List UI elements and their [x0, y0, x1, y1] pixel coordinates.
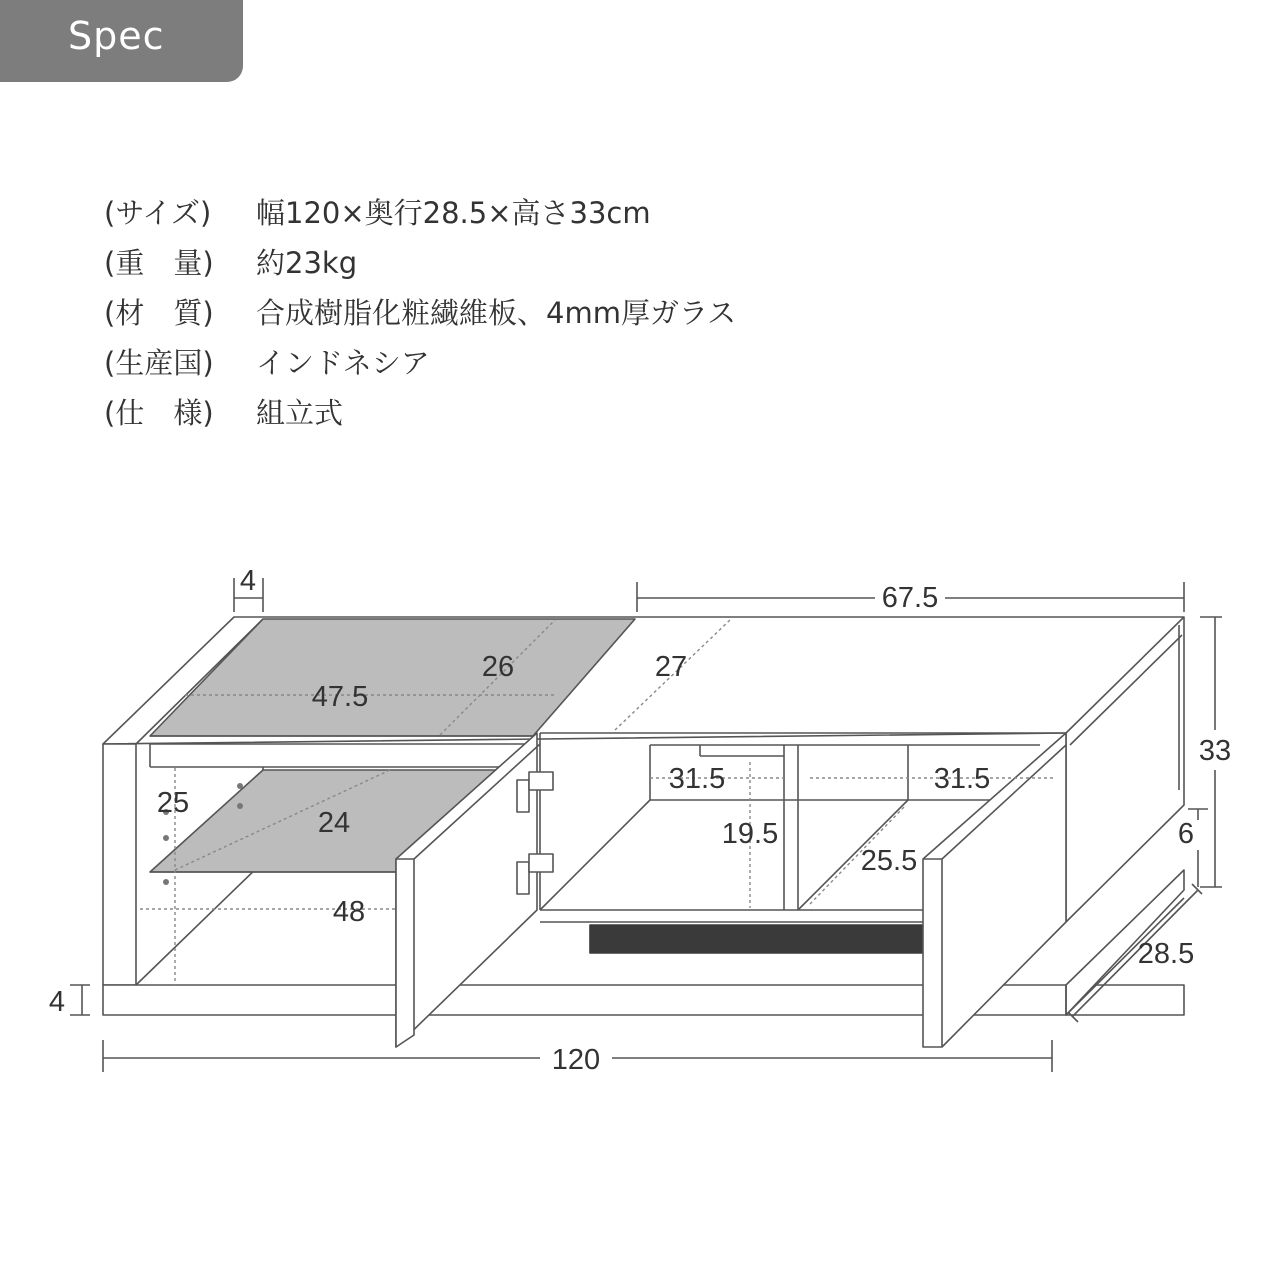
- spec-value: インドネシア: [256, 346, 430, 380]
- dim-inner-width-1: 31.5: [668, 763, 726, 795]
- spec-value: 約23kg: [256, 246, 358, 280]
- dim-inner-width-2: 31.5: [933, 763, 991, 795]
- spec-label: (サイズ): [104, 196, 212, 230]
- dim-inner-depth: 25.5: [860, 845, 918, 877]
- dim-side-panel-thickness: 4: [239, 565, 257, 597]
- spec-label: (仕 様): [104, 396, 214, 430]
- dim-total-depth: 28.5: [1137, 938, 1195, 970]
- spec-label: (材 質): [104, 296, 214, 330]
- dim-total-width: 120: [551, 1044, 601, 1076]
- spec-value: 合成樹脂化粧繊維板、4mm厚ガラス: [256, 296, 737, 330]
- spec-value: 組立式: [256, 396, 344, 430]
- dim-open-width: 48: [332, 896, 366, 928]
- dim-shelf-depth: 24: [317, 807, 351, 839]
- dim-base-height: 4: [48, 986, 66, 1018]
- dim-total-height: 33: [1198, 735, 1232, 767]
- drawer-slot: [590, 925, 922, 953]
- dim-glass-top-width: 47.5: [311, 681, 369, 713]
- dim-top-depth: 27: [654, 651, 688, 683]
- dim-compartment-height: 19.5: [721, 818, 779, 850]
- spec-label: (重 量): [104, 246, 214, 280]
- spec-value: 幅120×奥行28.5×高さ33cm: [256, 196, 651, 230]
- dim-glass-top-depth: 26: [481, 651, 515, 683]
- dim-right-top-width: 67.5: [881, 582, 939, 614]
- dim-shelf-height: 25: [156, 787, 190, 819]
- spec-tab-label: Spec: [68, 14, 165, 58]
- dim-plinth-height-right: 6: [1177, 818, 1195, 850]
- base-panel: [103, 985, 1184, 1015]
- left-side-panel: [103, 744, 136, 985]
- spec-label: (生産国): [104, 346, 214, 380]
